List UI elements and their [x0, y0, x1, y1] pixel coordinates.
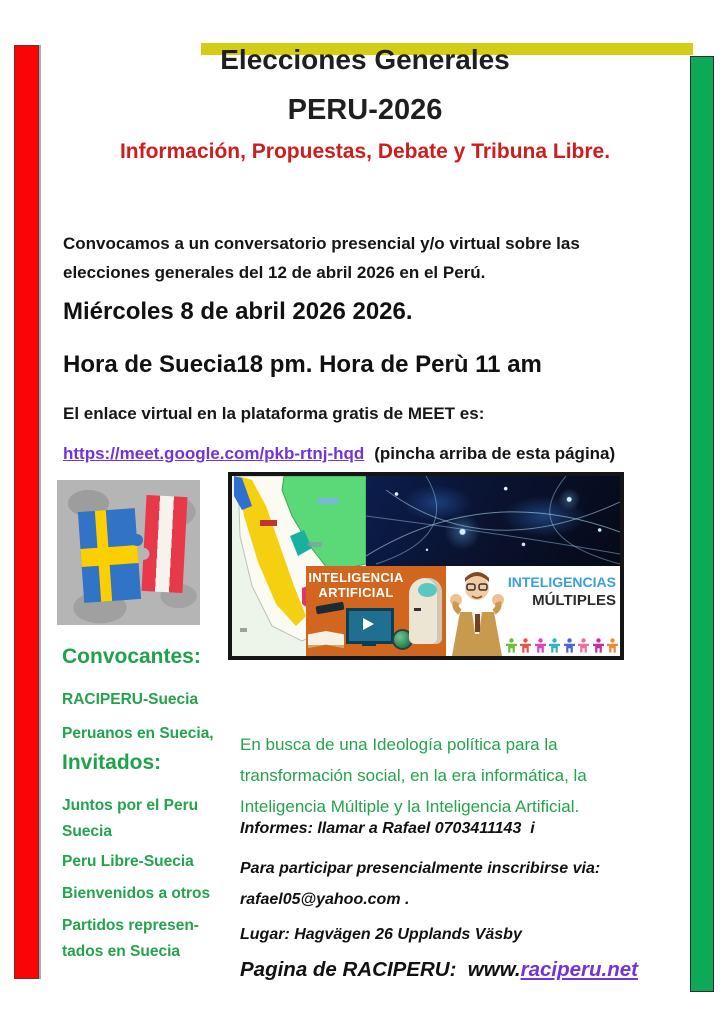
- play-icon: [363, 618, 374, 630]
- meet-link-note: (pincha arriba de esta página): [374, 444, 616, 463]
- graduation-cap-icon: [316, 602, 345, 615]
- page-subtitle: Información, Propuestas, Debate y Tribuna Libre.: [119, 140, 611, 163]
- monitor-stand: [362, 641, 376, 646]
- network-globe-image: [366, 476, 620, 566]
- convocantes-heading: Convocantes:: [62, 645, 201, 668]
- person-icon: [564, 638, 575, 654]
- informes-line: Informes: llamar a Rafael 0703411143 i: [240, 820, 535, 837]
- ai-panel: [306, 566, 446, 656]
- sweden-cross-horizontal: [81, 546, 139, 567]
- peru-flag: [142, 495, 188, 593]
- convocantes-item: Peruanos en Suecia,: [62, 725, 214, 742]
- person-icon: [549, 638, 560, 654]
- people-row: [506, 638, 618, 654]
- page-title-line1: Elecciones Generales: [220, 44, 510, 75]
- participate-line: Para participar presencialmente inscribirse via:: [240, 860, 601, 877]
- open-book-icon: [308, 631, 344, 648]
- invitados-item: Partidos represen-tados en Suecia: [62, 917, 199, 960]
- time-heading: Hora de Suecia18 pm. Hora de Perù 11 am: [63, 351, 542, 378]
- intro-line-2: elecciones generales del 12 de abril 2026 en el Perú.: [63, 263, 486, 282]
- meet-link[interactable]: https://meet.google.com/pkb-rtnj-hqd: [63, 444, 365, 463]
- person-icon: [593, 638, 604, 654]
- person-icon: [535, 638, 546, 654]
- invitados-item: Peru Libre-Suecia: [62, 853, 194, 870]
- ideology-line-3: Inteligencia Múltiple y la Inteligencia Artificial.: [240, 797, 580, 816]
- meet-link-line: [63, 444, 615, 464]
- raciperu-link[interactable]: raciperu.net: [520, 958, 638, 981]
- robot-brain-icon: [418, 583, 437, 597]
- robot-eye: [414, 608, 421, 611]
- ai-label-line1: INTELIGENCIA: [308, 570, 404, 585]
- cartoon-presenter: [448, 570, 506, 656]
- im-label-line2: MÚLTIPLES: [532, 592, 616, 609]
- lugar-line: Lugar: Hagvägen 26 Upplands Väsby: [240, 926, 522, 943]
- monitor-icon: [346, 608, 394, 644]
- meet-platform-label: El enlace virtual en la plataforma gratis de MEET es:: [63, 404, 485, 423]
- convocantes-item: RACIPERU-Suecia: [62, 691, 199, 708]
- footer-prefix: Pagina de RACIPERU: www.: [240, 958, 521, 981]
- intro-paragraph: [63, 229, 623, 287]
- email-line: rafael05@yahoo.com .: [240, 891, 410, 908]
- ideology-line-1: En busca de una Ideología política para la: [240, 735, 558, 754]
- person-icon: [520, 638, 531, 654]
- invitados-item: Bienvenidos a otros: [62, 885, 211, 902]
- flags-puzzle-image: [57, 480, 200, 625]
- ai-label-line2: ARTIFICIAL: [318, 585, 394, 600]
- puzzle-notch: [137, 547, 150, 560]
- invitados-item: Juntos por el Peru Suecia: [62, 797, 199, 840]
- page-title-line2: PERU-2026: [287, 94, 443, 126]
- collage-image: [228, 472, 624, 660]
- multiple-intelligences-panel: [446, 566, 620, 656]
- puzzle-tab: [131, 534, 144, 547]
- ideology-line-2: transformación social, en la era informática, la: [240, 766, 587, 785]
- sweden-flag: [78, 509, 141, 604]
- ai-panel-label: [308, 570, 404, 600]
- im-label-line1: INTELIGENCIAS: [507, 574, 616, 590]
- date-heading: Miércoles 8 de abril 2026 2026.: [63, 298, 413, 325]
- person-icon: [578, 638, 589, 654]
- intro-line-1: Convocamos a un conversatorio presencial y/o virtual sobre las: [63, 234, 580, 253]
- invitados-heading: Invitados:: [62, 751, 162, 774]
- right-green-accent-bar: [690, 56, 714, 992]
- left-red-accent-bar: [14, 45, 39, 979]
- person-icon: [607, 638, 618, 654]
- person-icon: [506, 638, 517, 654]
- footer-line: [240, 958, 638, 982]
